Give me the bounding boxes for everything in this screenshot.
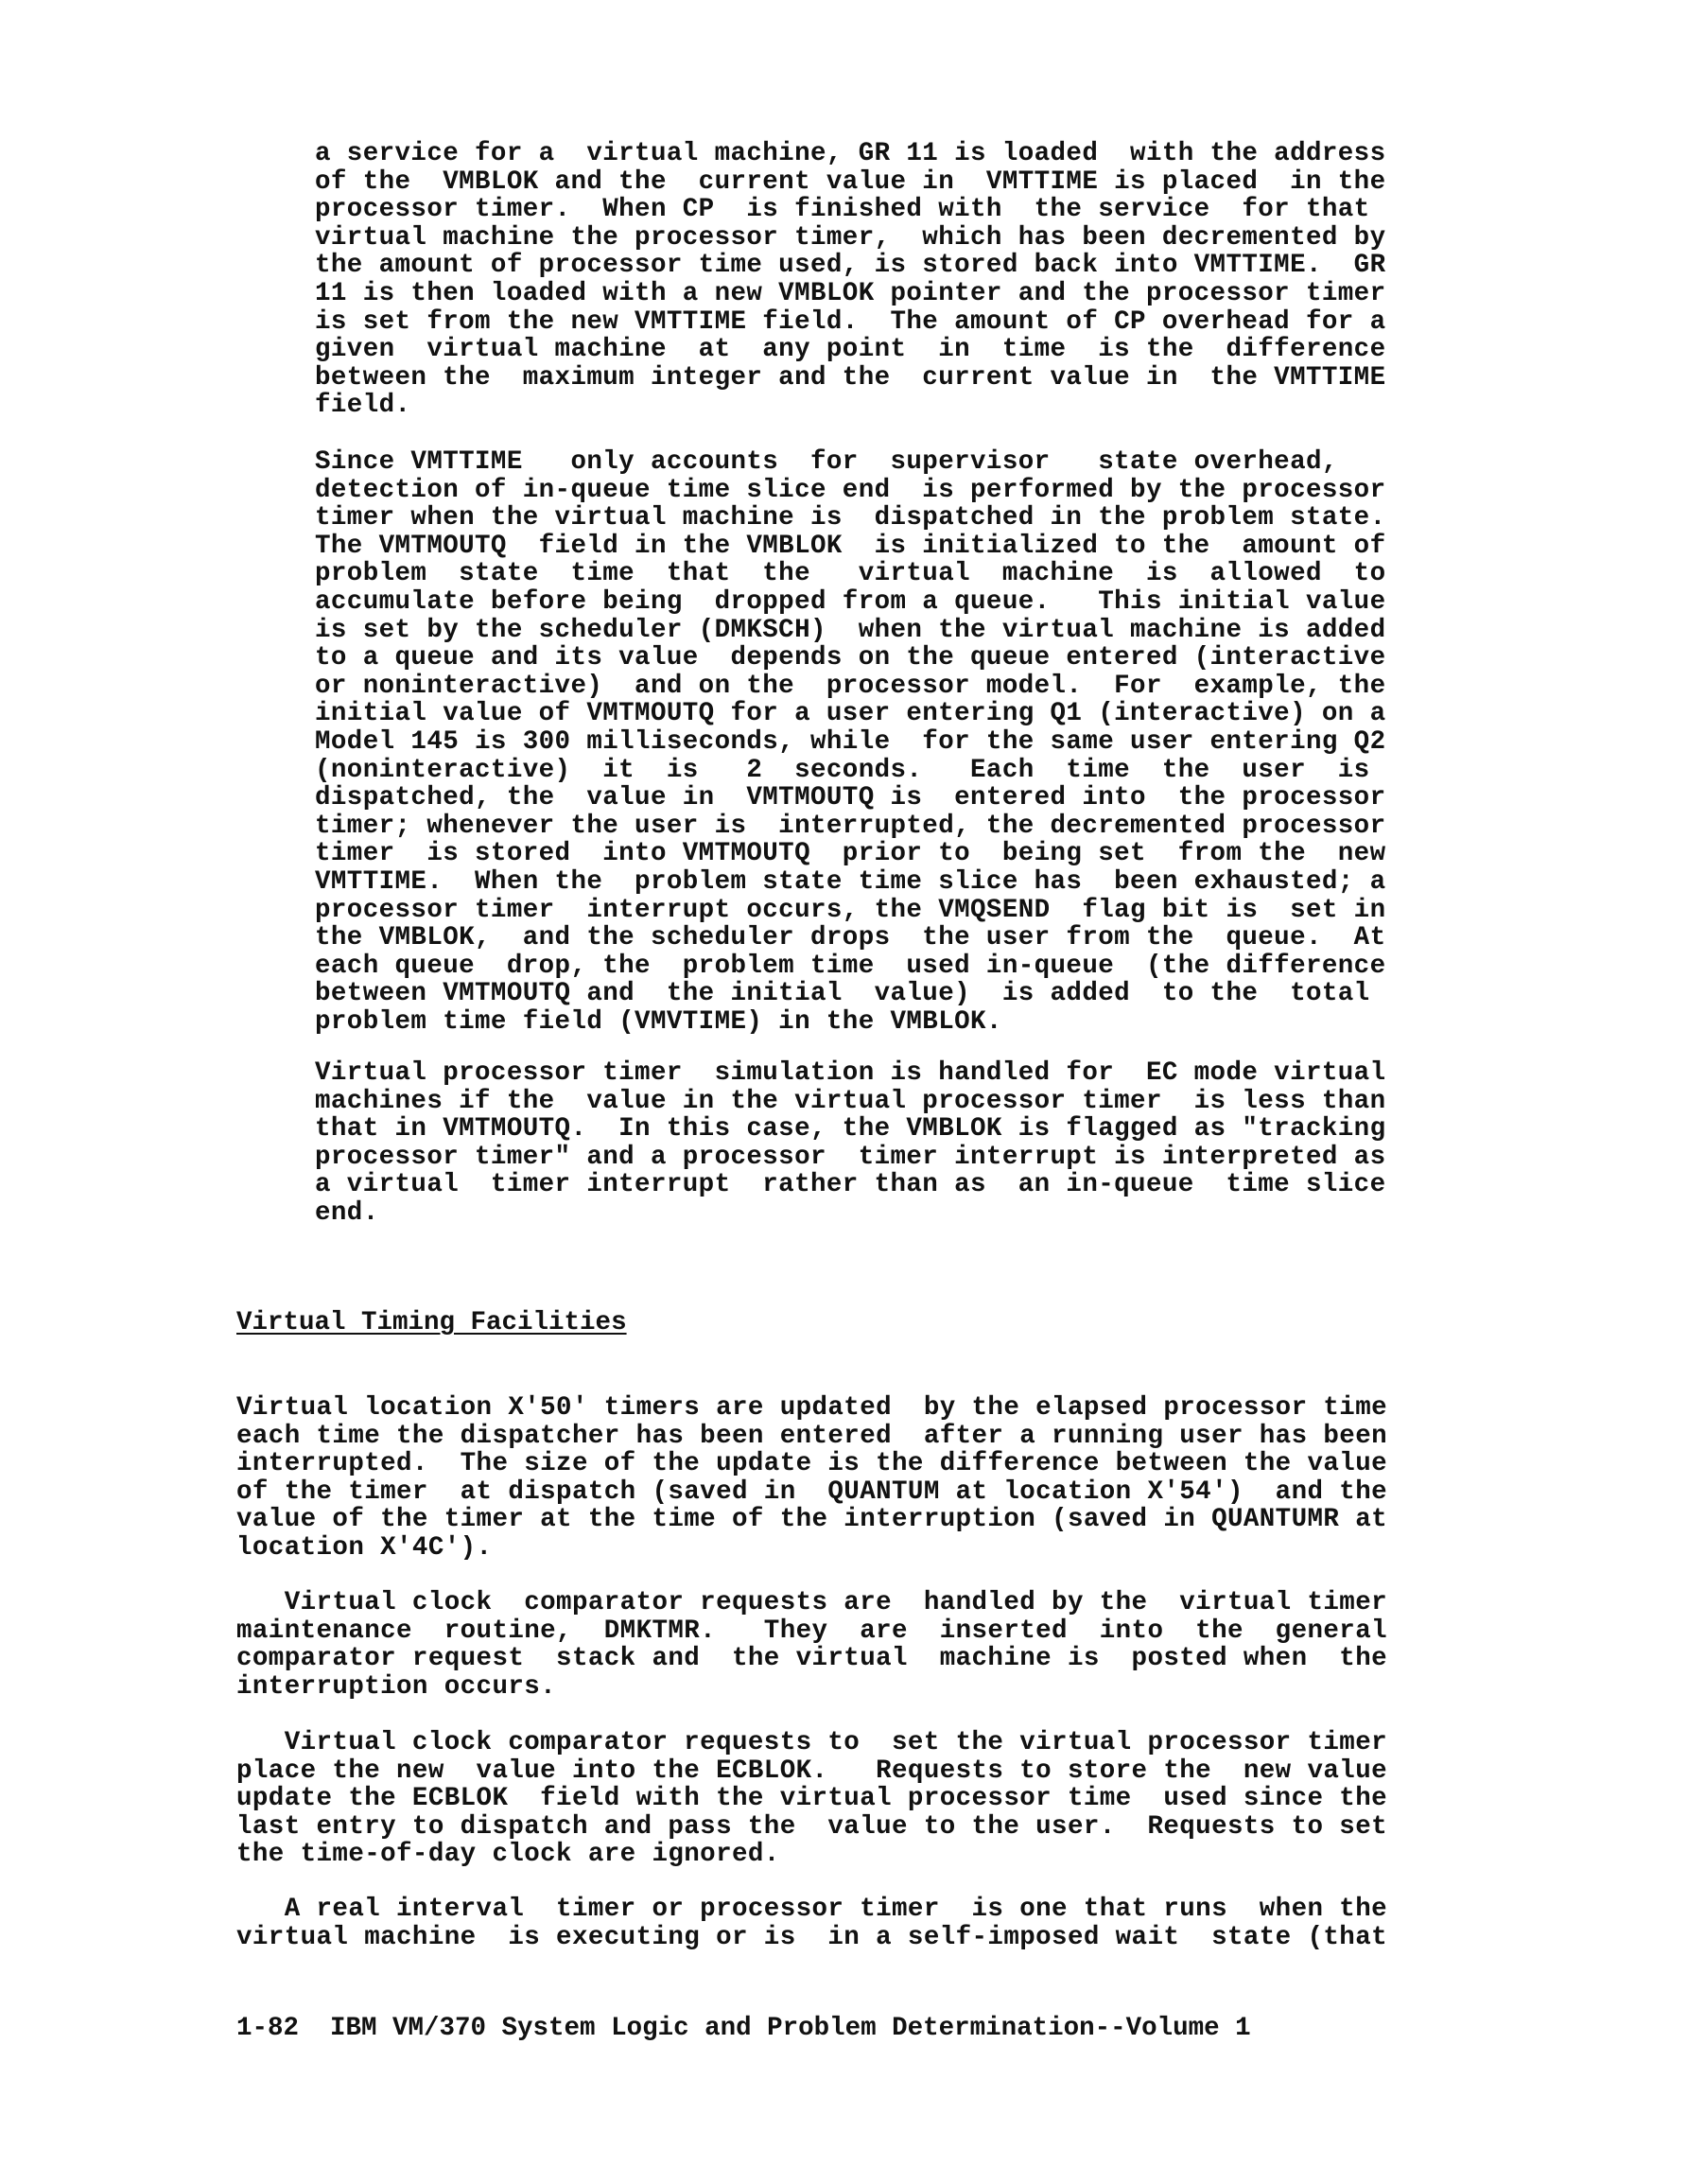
text-line: each time the dispatcher has been entered after a running user has been (236, 1421, 1387, 1451)
section-paragraph-3 (236, 1729, 1387, 1869)
text-line: initial value of VMTMOUTQ for a user entering Q1 (interactive) on a (315, 699, 1386, 729)
text-line: timer when the virtual machine is dispatched in the problem state. (315, 503, 1386, 533)
text-line: the amount of processor time used, is stored back into VMTTIME. GR (315, 251, 1386, 281)
text-line: comparator request stack and the virtual machine is posted when the (236, 1644, 1387, 1674)
text-line: Virtual processor timer simulation is handled for EC mode virtual (315, 1058, 1386, 1088)
text-line: 11 is then loaded with a new VMBLOK pointer and the processor timer (315, 278, 1386, 308)
text-line: end. (315, 1197, 379, 1228)
page-footer: 1-82 IBM VM/370 System Logic and Problem Determination--Volume 1 (236, 2014, 1251, 2043)
text-line: machines if the value in the virtual processor timer is less than (315, 1086, 1386, 1116)
text-line: each queue drop, the problem time used in-queue (the difference (315, 951, 1386, 981)
text-line: timer is stored into VMTMOUTQ prior to being set from the new (315, 839, 1386, 869)
text-line: field. (315, 391, 411, 421)
text-line: between the maximum integer and the current value in the VMTTIME (315, 362, 1386, 393)
text-line: processor timer interrupt occurs, the VMQSEND flag bit is set in (315, 895, 1386, 925)
text-line: timer; whenever the user is interrupted, the decremented processor (315, 811, 1386, 841)
text-line: of the timer at dispatch (saved in QUANTUM at location X'54') and the (236, 1476, 1387, 1507)
text-line: maintenance routine, DMKTMR. They are inserted into the general (236, 1616, 1387, 1646)
text-line: the VMBLOK, and the scheduler drops the user from the queue. At (315, 923, 1386, 953)
paragraph-2 (315, 448, 1385, 1036)
text-line: problem state time that the virtual machine is allowed to (315, 559, 1386, 589)
text-line: of the VMBLOK and the current value in VMTTIME is placed in the (315, 166, 1386, 197)
text-line: last entry to dispatch and pass the value to the user. Requests to set (236, 1811, 1387, 1842)
section-paragraph-1 (236, 1394, 1387, 1563)
text-line: that in VMTMOUTQ. In this case, the VMBLOK is flagged as "tracking (315, 1114, 1386, 1144)
text-line: the time-of-day clock are ignored. (236, 1840, 780, 1870)
paragraph-1 (315, 140, 1385, 420)
text-line: Virtual clock comparator requests to set the virtual processor timer (236, 1728, 1387, 1757)
text-line: processor timer" and a processor timer interrupt is interpreted as (315, 1142, 1386, 1172)
text-line: location X'4C'). (236, 1532, 493, 1563)
text-line: or noninteractive) and on the processor model. For example, the (315, 671, 1386, 701)
text-line: interrupted. The size of the update is the difference between the value (236, 1449, 1387, 1479)
text-line: between VMTMOUTQ and the initial value) is added to the total (315, 979, 1370, 1009)
text-line: value of the timer at the time of the interruption (saved in QUANTUMR at (236, 1505, 1387, 1535)
text-line: place the new value into the ECBLOK. Requests to store the new value (236, 1756, 1387, 1786)
section-paragraph-2 (236, 1589, 1387, 1701)
text-line: problem time field (VMVTIME) in the VMBLOK. (315, 1006, 1002, 1037)
text-line: to a queue and its value depends on the queue entered (interactive (315, 643, 1386, 673)
paragraph-3 (315, 1059, 1385, 1228)
text-line: virtual machine is executing or is in a self-imposed wait state (that (236, 1922, 1387, 1952)
text-line: Virtual clock comparator requests are handled by the virtual timer (236, 1588, 1387, 1617)
text-line: Virtual location X'50' timers are updated by the elapsed processor time (236, 1393, 1387, 1423)
text-line: Since VMTTIME only accounts for supervisor state overhead, (315, 447, 1338, 477)
text-line: accumulate before being dropped from a queue. This initial value (315, 586, 1386, 617)
section-paragraph-4 (236, 1896, 1387, 1951)
text-line: is set from the new VMTTIME field. The amount of CP overhead for a (315, 306, 1386, 337)
text-line: dispatched, the value in VMTMOUTQ is entered into the processor (315, 783, 1386, 813)
text-line: The VMTMOUTQ field in the VMBLOK is initialized to the amount of (315, 531, 1386, 561)
text-line: a service for a virtual machine, GR 11 is loaded with the address (315, 139, 1386, 168)
text-line: detection of in-queue time slice end is performed by the processor (315, 475, 1386, 505)
section-heading: Virtual Timing Facilities (236, 1308, 627, 1337)
text-line: interruption occurs. (236, 1671, 557, 1702)
text-line: update the ECBLOK field with the virtual processor time used since the (236, 1784, 1387, 1814)
text-line: virtual machine the processor timer, which has been decremented by (315, 222, 1386, 253)
text-line: given virtual machine at any point in time is the difference (315, 335, 1386, 365)
text-line: (noninteractive) it is 2 seconds. Each time the user is (315, 755, 1370, 785)
text-line: A real interval timer or processor timer is one that runs when the (236, 1895, 1387, 1924)
text-line: Model 145 is 300 milliseconds, while for the same user entering Q2 (315, 726, 1386, 757)
text-line: a virtual timer interrupt rather than as an in-queue time slice (315, 1170, 1386, 1200)
text-line: processor timer. When CP is finished with the service for that (315, 195, 1370, 225)
text-line: is set by the scheduler (DMKSCH) when the virtual machine is added (315, 615, 1386, 645)
text-line: VMTTIME. When the problem state time slice has been exhausted; a (315, 866, 1386, 897)
